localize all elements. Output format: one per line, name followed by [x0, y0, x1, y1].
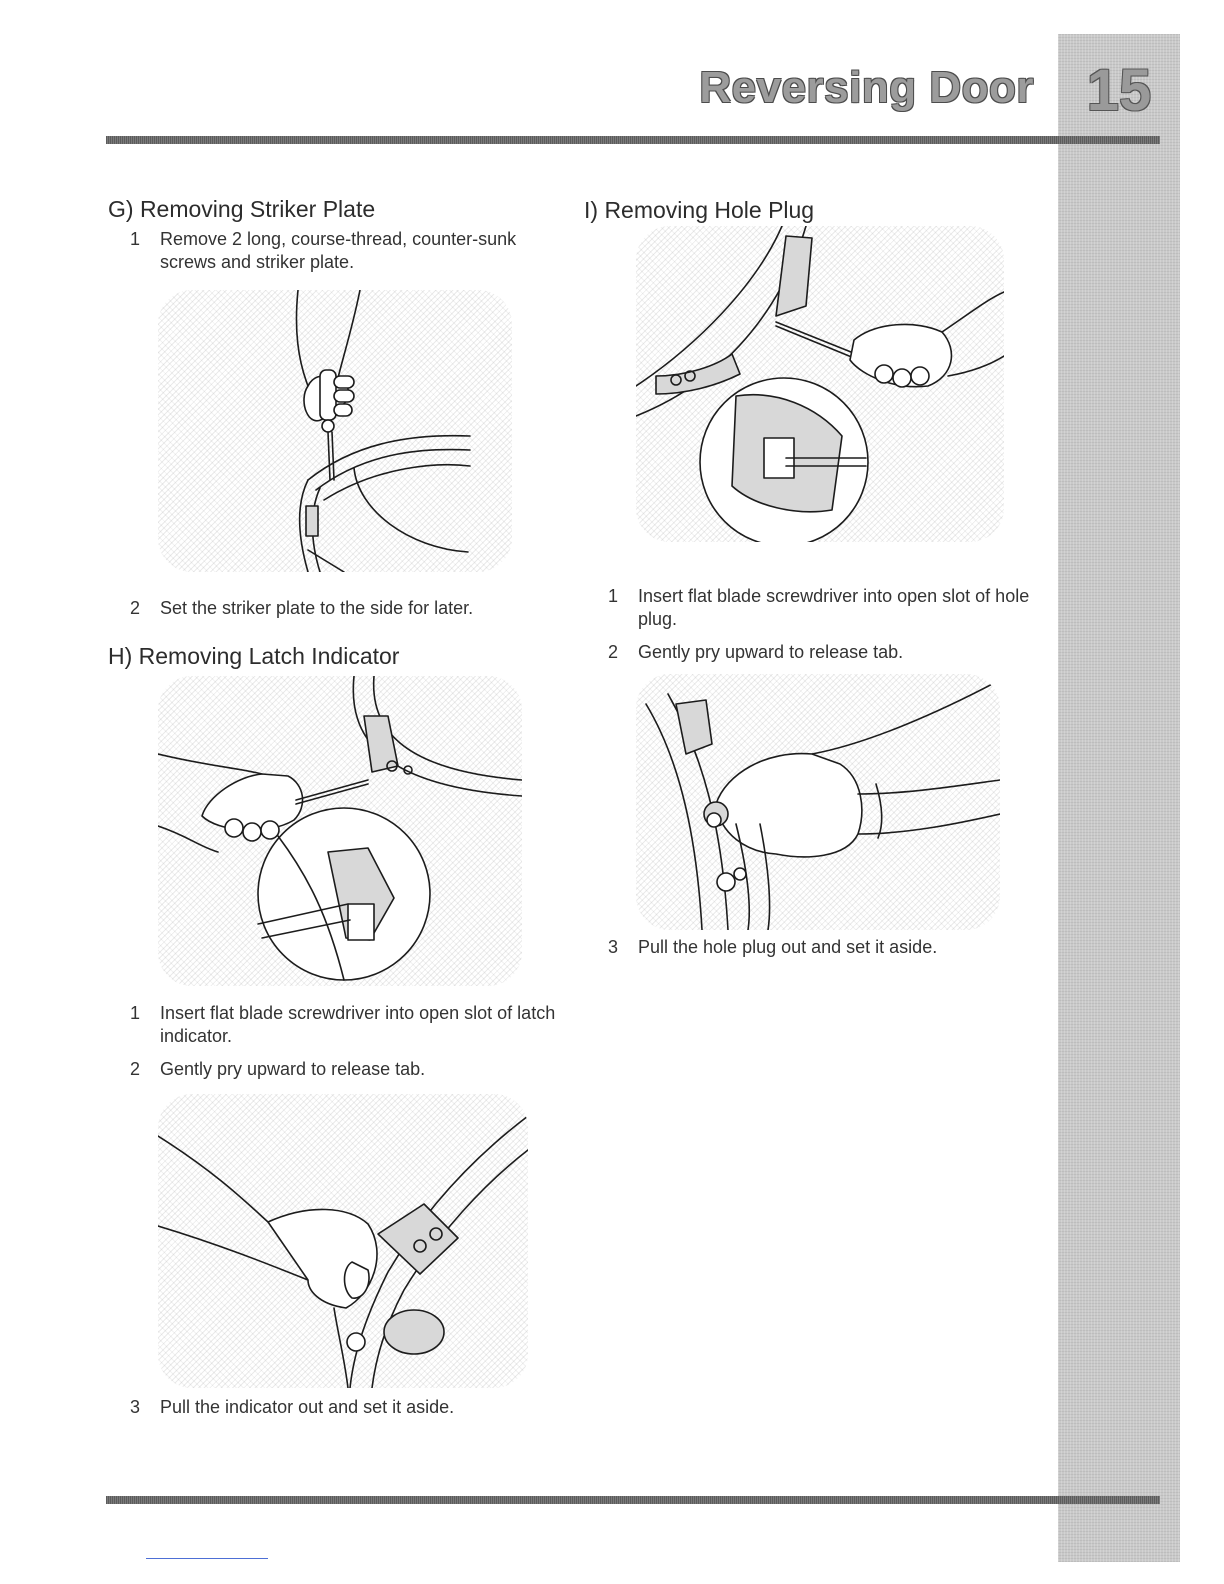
hole-plug-removal-illustration	[636, 674, 1000, 930]
step-number: 2	[608, 642, 619, 662]
step-number: 2	[130, 1059, 141, 1079]
section-h-step-2	[128, 1058, 568, 1081]
step-number: 1	[608, 586, 619, 606]
step-number: 3	[130, 1397, 141, 1417]
section-i-step-2	[606, 641, 1046, 664]
step-number: 1	[130, 1003, 141, 1023]
page-number: 15	[1086, 58, 1152, 123]
page-title: Reversing Door	[699, 63, 1034, 112]
latch-indicator-illustration	[158, 676, 522, 986]
step-text: Pull the indicator out and set it aside.	[160, 1397, 455, 1417]
step-text: Pull the hole plug out and set it aside.	[638, 937, 938, 957]
section-i-step-1	[606, 585, 1046, 631]
footer-rule	[106, 1496, 1160, 1504]
latch-indicator-removal-illustration	[158, 1094, 528, 1388]
step-text: Insert flat blade screwdriver into open slot of latch indicator.	[160, 1003, 556, 1046]
section-g-step-2	[128, 597, 568, 620]
section-h-heading: H) Removing Latch Indicator	[108, 643, 400, 669]
section-g-heading: G) Removing Striker Plate	[108, 196, 376, 222]
section-h-step-3	[128, 1396, 568, 1419]
footer-link-underline	[146, 1558, 268, 1559]
chapter-side-tab	[1058, 34, 1180, 1562]
header-rule	[106, 136, 1160, 144]
section-i-step-3	[606, 936, 1046, 959]
step-text: Gently pry upward to release tab.	[160, 1059, 426, 1079]
step-number: 3	[608, 937, 619, 957]
section-g-step-1	[128, 228, 568, 274]
section-h-step-1	[128, 1002, 568, 1048]
step-number: 2	[130, 598, 141, 618]
step-text: Set the striker plate to the side for later.	[160, 598, 474, 618]
step-number: 1	[130, 229, 141, 249]
section-i-heading: I) Removing Hole Plug	[584, 197, 815, 223]
step-text: Insert flat blade screwdriver into open slot of hole plug.	[638, 586, 1030, 629]
step-text: Gently pry upward to release tab.	[638, 642, 904, 662]
hole-plug-illustration	[636, 226, 1004, 542]
step-text: Remove 2 long, course-thread, counter-sunk screws and striker plate.	[160, 229, 517, 272]
striker-plate-illustration	[158, 290, 512, 572]
